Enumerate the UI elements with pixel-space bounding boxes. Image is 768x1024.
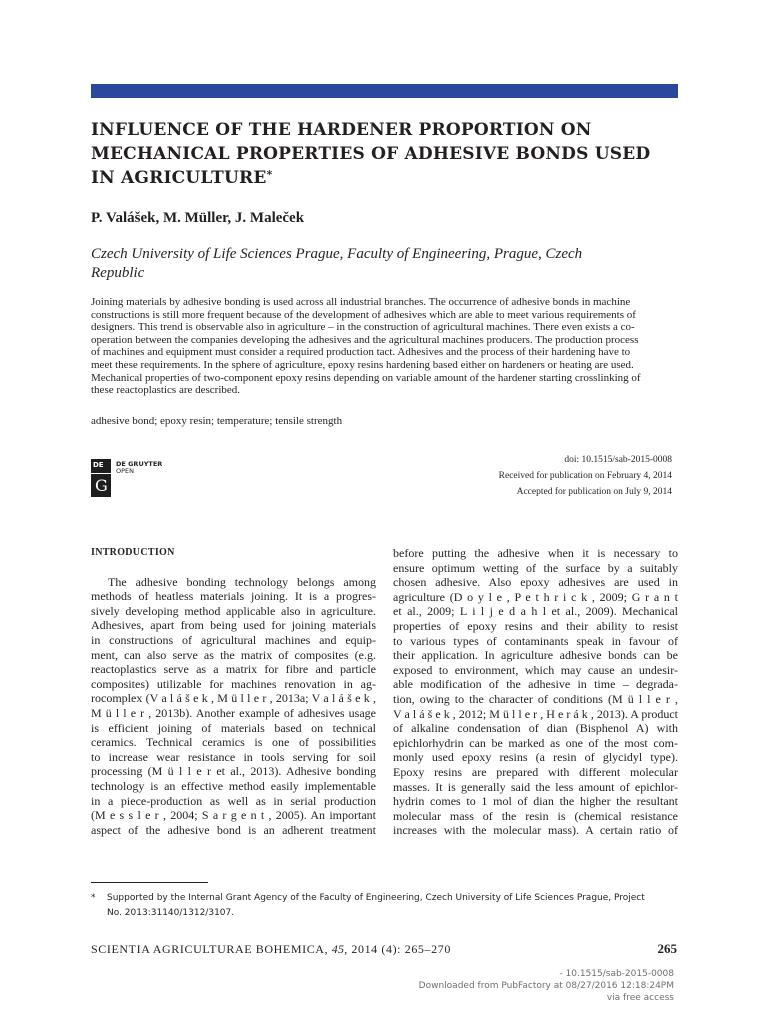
body-line: ensure optimum wetting of the surface by a suitably <box>393 560 678 575</box>
publisher-sub: OPEN <box>116 467 135 475</box>
body-line: properties of epoxy resins and their ability to resist <box>393 618 678 633</box>
doi-text[interactable]: doi: 10.1515/sab-2015-0008 <box>564 455 672 465</box>
body-line: their application. In agriculture adhesive bonds can be <box>393 648 678 663</box>
body-line: V a l á š e k , 2012; M ü l l e r , H e r á k , 2013). A product <box>393 706 678 721</box>
paper-title <box>91 118 691 190</box>
affiliation-line: Republic <box>91 265 145 281</box>
affiliation-line: Czech University of Life Sciences Prague, Faculty of Engineering, Prague, Czech <box>91 246 583 262</box>
body-line: methods of heatless materials joining. It is a progres- <box>91 589 376 604</box>
abstract-line: Joining materials by adhesive bonding is used across all industrial branches. The occurrence of adhesive bonds in machine <box>91 296 631 308</box>
abstract-line: operation between the companies developing the adhesives and the agricultural machines producers. The production process <box>91 333 639 346</box>
body-line: rocomplex (V a l á š e k , M ü l l e r , 2013a; V a l á š e k , <box>91 691 376 706</box>
abstract-line: Mechanical properties of two-component epoxy resins depending on variable amount of the hardener starting crosslinking of <box>91 371 641 384</box>
download-doi: - 10.1515/sab-2015-0008 <box>559 969 674 979</box>
download-access: via free access <box>606 993 674 1003</box>
body-line: hydrin comes to 1 mol of dian the higher the resultant <box>393 794 678 809</box>
affiliation <box>91 245 681 283</box>
body-line: of alkaline condensation of dian (Bisphenol A) with <box>393 721 678 736</box>
accepted-date: Accepted for publication on July 9, 2014 <box>516 487 672 497</box>
author-list: P. Valášek, M. Müller, J. Maleček <box>91 210 305 226</box>
download-stamp <box>419 968 674 1004</box>
title-line: MECHANICAL PROPERTIES OF ADHESIVE BONDS USED <box>91 144 651 164</box>
article-metadata <box>499 452 672 500</box>
section-heading-introduction: INTRODUCTION <box>91 547 175 558</box>
abstract-line: designers. This trend is observable also in agriculture – in the construction of agricultural machines. There even exists a co- <box>91 321 635 334</box>
title-line-text: IN AGRICULTURE <box>91 168 267 188</box>
body-line: to various types of contaminants speak in favour of <box>393 633 678 648</box>
body-line: able modification of the adhesive in time – degrada- <box>393 677 678 692</box>
body-line: chosen adhesive. Also epoxy adhesives are used in <box>393 575 678 590</box>
body-line: technology is an effective method easily implementable <box>91 778 376 793</box>
body-line: (M e s s l e r , 2004; S a r g e n t , 2005). An important <box>91 808 376 823</box>
body-line: M ü l l e r , 2013b). Another example of adhesives usage <box>91 705 376 720</box>
body-line: masses. It is generally said the less amount of epichlor- <box>393 779 678 794</box>
body-line: Adhesives, apart from being used for joining materials <box>91 618 376 633</box>
body-line: aspect of the adhesive bond is an adherent treatment <box>91 822 376 837</box>
logo-de-text: DE <box>93 461 104 469</box>
body-line: ment, can also serve as the matrix of composites (e.g. <box>91 647 376 662</box>
body-line: increases with the molecular mass). A certain ratio of <box>393 823 678 838</box>
journal-citation <box>91 942 451 957</box>
footnote-marker: * <box>91 893 96 903</box>
body-line: in constructions of agricultural machines and equip- <box>91 632 376 647</box>
body-line: in a piece-production as well as in serial production <box>91 793 376 808</box>
journal-issue-pages: , 2014 (4): 265–270 <box>344 942 451 956</box>
journal-volume: 45 <box>331 942 345 956</box>
body-line: Epoxy resins are prepared with different molecular <box>393 764 678 779</box>
body-line: processing (M ü l l e r et al., 2013). Adhesive bonding <box>91 764 376 779</box>
body-line: reactoplastics serve as a matrix for fibre and particle <box>91 662 376 677</box>
title-footnote-marker[interactable]: * <box>266 168 273 181</box>
publisher-name <box>116 461 162 475</box>
left-column <box>91 546 376 837</box>
keywords: adhesive bond; epoxy resin; temperature; tensile strength <box>91 415 343 427</box>
title-line: INFLUENCE OF THE HARDENER PROPORTION ON <box>91 120 592 140</box>
abstract-line: constructions is still more frequent because of the development of adhesives which are able to meet various requirements of <box>91 308 636 321</box>
right-column <box>393 546 678 838</box>
footnote-line: Supported by the Internal Grant Agency of the Faculty of Engineering, Czech University of Life Sciences Prague, Project <box>107 893 645 903</box>
abstract-line: of machines and equipment must consider a required production tact. Adhesives and the process of their hardening have to <box>91 346 631 359</box>
publisher-title: DE GRUYTER <box>116 460 163 468</box>
body-line: composites) utilizable for machines renovation in ag- <box>91 676 376 691</box>
body-line: et al., 2009; L i l j e d a h l et al., 2009). Mechanical <box>393 604 678 619</box>
body-line: sively developing method applicable also in agriculture. <box>91 603 376 618</box>
received-date: Received for publication on February 4, 2014 <box>498 471 672 481</box>
body-line: monly used epoxy resins (a resin of glycidyl type). <box>393 750 678 765</box>
logo-divider <box>91 473 111 474</box>
footnote-divider <box>91 882 208 883</box>
body-line: is efficient joining of materials based on technical <box>91 720 376 735</box>
body-line: to increase wear resistance in tools serving for soil <box>91 749 376 764</box>
footnote-body <box>107 891 681 921</box>
body-line: ceramics. Technical ceramics is one of possibilities <box>91 735 376 750</box>
abstract <box>91 296 678 397</box>
body-line: exposed to environment, which may cause an undesir- <box>393 662 678 677</box>
download-source: Downloaded from PubFactory at 08/27/2016 12:18:24PM <box>418 981 674 991</box>
page-number: 265 <box>657 941 677 956</box>
body-line: tion, owing to the character of conditions (M ü l l e r , <box>393 691 678 706</box>
title-line <box>91 166 691 190</box>
body-line: epichlorhydrin can be marked as one of the most com- <box>393 735 678 750</box>
abstract-line: meet these requirements. In the sphere of agriculture, epoxy resins hardening based either on hardeners or heating are used. <box>91 358 634 371</box>
body-line: before putting the adhesive when it is necessary to <box>393 546 678 560</box>
de-gruyter-logo <box>91 459 111 497</box>
body-line: agriculture (D o y l e , P e t h r i c k , 2009; G r a n t <box>393 589 678 604</box>
footnote <box>91 891 681 921</box>
abstract-line: these reactoplastics are described. <box>91 384 241 397</box>
journal-name: SCIENTIA AGRICULTURAE BOHEMICA, <box>91 942 332 956</box>
footnote-line: No. 2013:31140/1312/3107. <box>107 908 235 918</box>
body-line: molecular mass of the resin is (chemical resistance <box>393 808 678 823</box>
logo-g-text: G <box>95 476 108 495</box>
body-line: The adhesive bonding technology belongs among <box>108 574 376 589</box>
header-accent-bar <box>91 84 678 98</box>
